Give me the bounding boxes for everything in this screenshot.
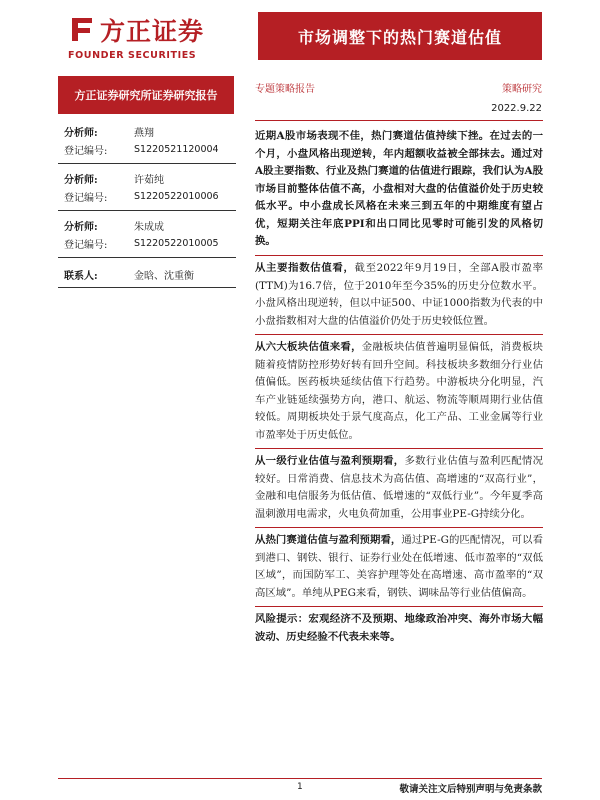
summary-paragraph: 近期A股市场表现不佳，热门赛道估值持续下挫。在过去的一个月，小盘风格出现逆转，年内超额收益被全部抹去。通过对A股主要指数、行业及热门赛道的估值进行跟踪，我们认为A股市场目前整体估值不高，小盘相对大盘的估值溢价处于历史较低水平。中小盘成长风格在未来三到五年的中期维度有望占优，短期关注年底PPI和出口同比见零时可能引发的风格切换。 xyxy=(255,130,543,247)
divider xyxy=(58,163,236,164)
registration-label: 登记编号: xyxy=(64,145,108,157)
index-valuation-paragraph xyxy=(255,260,543,330)
divider xyxy=(58,257,236,258)
founder-logo-icon xyxy=(68,14,96,44)
risk-warning: 风险提示：宏观经济不及预期、地缘政治冲突、海外市场大幅波动、历史经验不代表未来等。 xyxy=(255,613,543,643)
report-title-banner xyxy=(258,12,542,60)
section-rule xyxy=(255,606,543,607)
registration-label: 登记编号: xyxy=(64,192,108,204)
analyst-name: 朱成成 xyxy=(134,221,164,233)
paragraph-text: 多数行业估值与盈利匹配情况较好。日常消费、信息技术为高估值、高增速的“双高行业”，金融和电信服务为低估值、低增速的“双低行业”。今年夏季高温刺激用电需求，火电负荷加重，公用事业PE-G持续分化。 xyxy=(255,455,544,520)
paragraph-text: 金融板块估值普遍明显偏低，消费板块随着疫情防控形势好转有回升空间。科技板块多数细分行业估值偏低。医药板块延续估值下行趋势。中游板块分化明显，汽车产业链延续强势方向，港口、航运、物流等顺周期行业估值较低。周期板块处于景气度高点，化工产品、工业金属等行业市盈率处于历史低位。 xyxy=(255,341,544,441)
contact-block xyxy=(64,267,194,282)
paragraph-heading: 从六大板块估值来看， xyxy=(255,341,362,353)
analyst-block xyxy=(64,169,236,205)
logo-name-en: FOUNDER SECURITIES xyxy=(68,50,197,61)
divider xyxy=(58,287,236,288)
section-rule xyxy=(255,334,543,335)
registration-number: S1220522010006 xyxy=(134,190,219,202)
analyst-role-label: 分析师: xyxy=(64,174,98,186)
institution-name: 方正证券研究所证券研究报告 xyxy=(74,89,218,102)
paragraph-heading: 从热门赛道估值与盈利预期看， xyxy=(255,534,402,546)
analyst-name: 许茹纯 xyxy=(134,174,164,186)
paragraph-heading: 从主要指数估值看， xyxy=(255,262,355,274)
paragraph-text: 通过PE-G的匹配情况，可以看到港口、钢铁、银行、证券行业处在低增速、低市盈率的“双低区域”，而国防军工、美容护理等处在高增速、高市盈率的“双高区域”。单纯从PEG来看，钢铁、调味品等行业估值偏高。 xyxy=(255,534,543,599)
section-rule xyxy=(255,527,543,528)
industry-valuation-paragraph xyxy=(255,453,543,523)
analyst-role-label: 分析师: xyxy=(64,127,98,139)
analyst-block xyxy=(64,122,236,158)
registration-label: 登记编号: xyxy=(64,239,108,251)
analyst-block xyxy=(64,216,236,252)
sector-valuation-paragraph xyxy=(255,339,543,444)
page-number: 1 xyxy=(297,782,303,792)
report-type: 专题策略报告 xyxy=(255,84,315,95)
header-rule xyxy=(255,120,543,121)
registration-number: S1220521120004 xyxy=(134,143,219,155)
section-rule xyxy=(255,448,543,449)
divider xyxy=(58,210,236,211)
paragraph-heading: 从一级行业估值与盈利预期看， xyxy=(255,455,405,467)
contact-label: 联系人: xyxy=(64,271,98,282)
report-title: 市场调整下的热门赛道估值 xyxy=(297,27,502,47)
logo-name-cn: 方正证券 xyxy=(100,17,205,46)
analyst-name: 燕翔 xyxy=(134,127,154,139)
company-logo xyxy=(68,12,238,64)
hot-track-valuation-paragraph xyxy=(255,532,543,602)
paragraph-text: 截至2022年9月19日，全部A股市盈率(TTM)为16.7倍，位于2010年至今35%的历史分位数水平。小盘风格出现逆转，但以中证500、中证1000指数为代表的中小盘指数相对大盘的估值溢价仍处于历史较低位置。 xyxy=(255,262,544,327)
institution-banner xyxy=(58,76,234,114)
registration-number: S1220522010005 xyxy=(134,237,219,249)
footer-rule xyxy=(58,778,542,779)
report-category: 策略研究 xyxy=(502,84,542,95)
disclaimer-note: 敬请关注文后特别声明与免责条款 xyxy=(399,784,542,795)
analyst-role-label: 分析师: xyxy=(64,221,98,233)
section-rule xyxy=(255,255,543,256)
contact-names: 金晗、沈重衡 xyxy=(134,271,194,282)
report-date: 2022.9.22 xyxy=(491,103,542,114)
